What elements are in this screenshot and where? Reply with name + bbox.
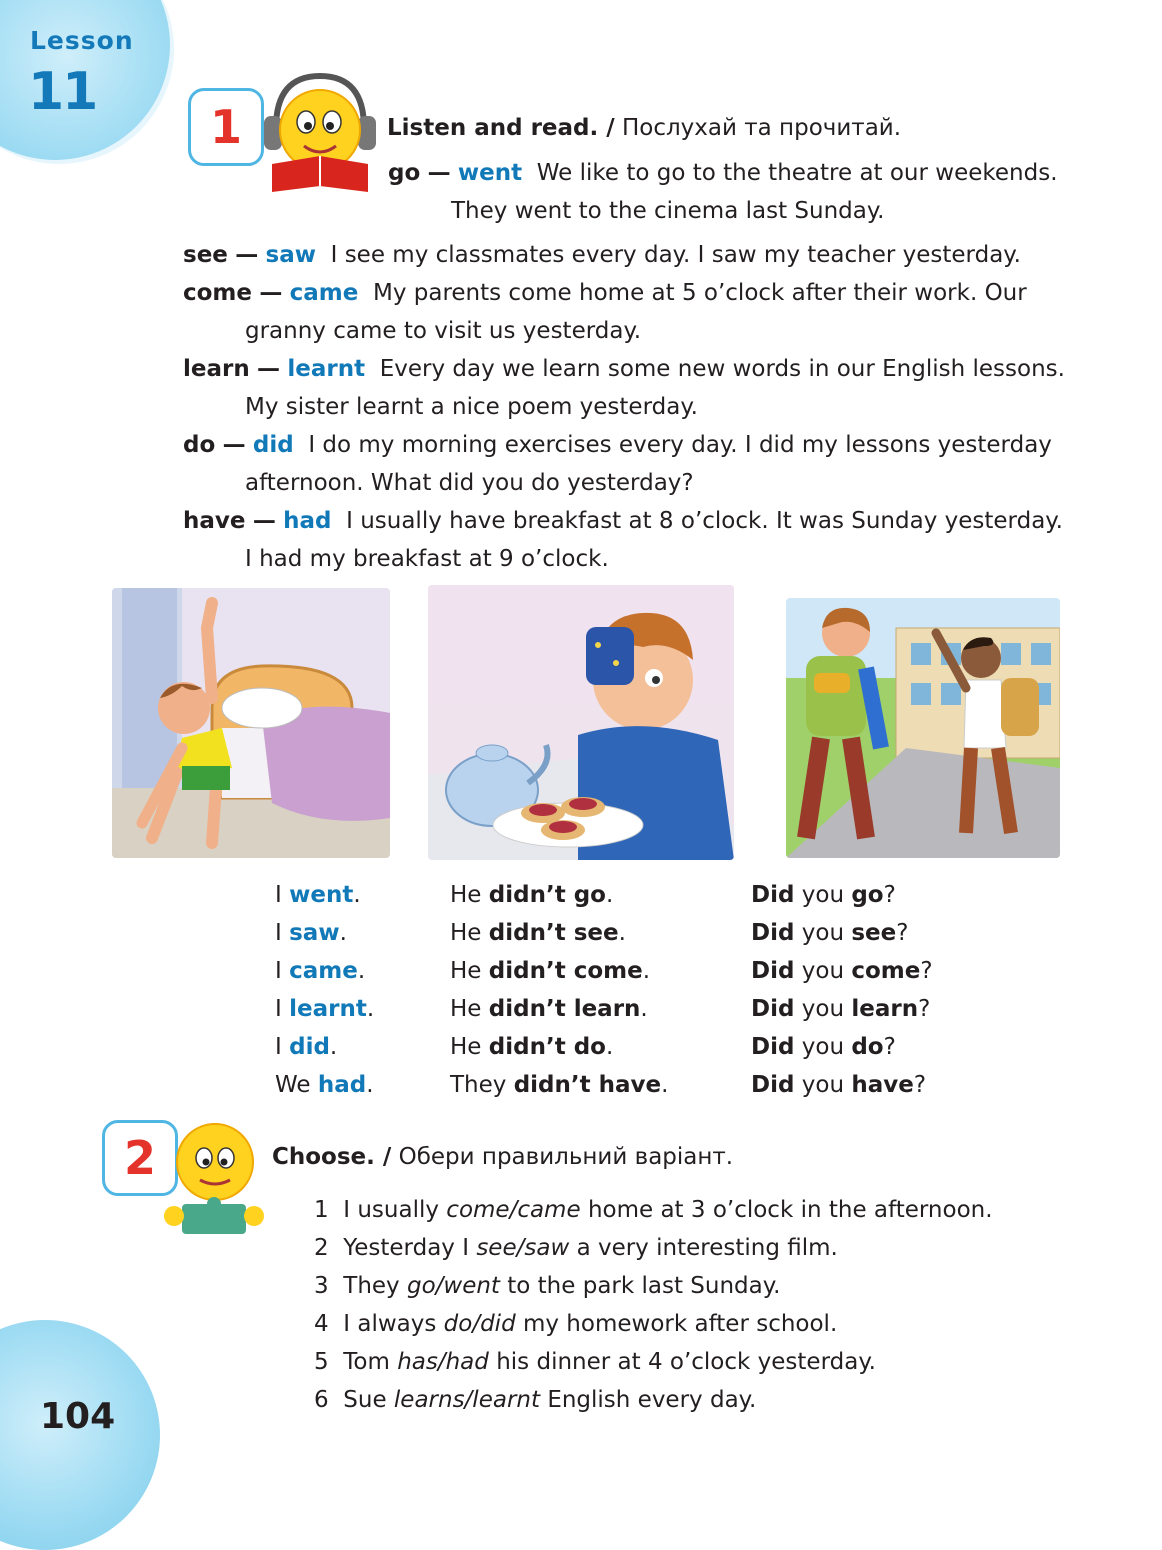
instruction-en: Choose. / bbox=[272, 1144, 392, 1170]
instruction-en: Listen and read. / bbox=[387, 115, 615, 141]
dash: — bbox=[259, 280, 283, 306]
entry-line: I see my classmates every day. I saw my teacher yesterday. bbox=[330, 242, 1021, 268]
entry-learn-line2: My sister learnt a nice poem yesterday. bbox=[245, 394, 698, 420]
subject: you bbox=[801, 958, 845, 984]
entry-go-line2: They went to the cinema last Sunday. bbox=[451, 198, 885, 224]
dash: — bbox=[427, 160, 451, 186]
past-verb: saw bbox=[289, 920, 340, 946]
entry-learn bbox=[183, 350, 1065, 388]
question-column bbox=[751, 876, 933, 1104]
past-verb: did bbox=[289, 1034, 330, 1060]
punct: . bbox=[642, 958, 651, 984]
past-verb: went bbox=[289, 882, 354, 908]
past-verb: did bbox=[252, 432, 294, 458]
affirmative-row bbox=[275, 990, 374, 1028]
entry-line: I do my morning exercises every day. I did my lessons yesterday bbox=[308, 432, 1052, 458]
boys-meeting-illustration bbox=[786, 598, 1060, 858]
subject: He bbox=[450, 1034, 482, 1060]
past-verb: saw bbox=[265, 242, 316, 268]
item-text: English every day. bbox=[547, 1387, 757, 1413]
question-row bbox=[751, 1066, 933, 1104]
negative-verb: didn’t see bbox=[488, 920, 619, 946]
past-verb: came bbox=[289, 280, 359, 306]
main-verb: go bbox=[851, 882, 884, 908]
aux-verb: Did bbox=[751, 958, 795, 984]
base-verb: come bbox=[183, 280, 252, 306]
negative-verb: didn’t learn bbox=[488, 996, 641, 1022]
instruction-ua: Послухай та прочитай. bbox=[621, 115, 902, 141]
exercise-item bbox=[314, 1229, 993, 1267]
aux-verb: Did bbox=[751, 1034, 795, 1060]
aux-verb: Did bbox=[751, 996, 795, 1022]
base-verb: go bbox=[388, 160, 421, 186]
item-text: Sue bbox=[343, 1387, 387, 1413]
base-verb: learn bbox=[183, 356, 250, 382]
base-verb: do bbox=[183, 432, 216, 458]
subject: He bbox=[450, 958, 482, 984]
subject: you bbox=[801, 1072, 845, 1098]
entry-come bbox=[183, 274, 1027, 312]
boy-exercising-illustration bbox=[112, 588, 390, 858]
past-verb: went bbox=[457, 160, 523, 186]
exercise-1-number: 1 bbox=[188, 88, 264, 166]
item-choice: see/saw bbox=[476, 1235, 570, 1261]
affirmative-row bbox=[275, 914, 374, 952]
affirmative-column bbox=[275, 876, 374, 1104]
entry-do-line2: afternoon. What did you do yesterday? bbox=[245, 470, 694, 496]
base-verb: have bbox=[183, 508, 246, 534]
punct: ? bbox=[883, 1034, 896, 1060]
subject: He bbox=[450, 996, 482, 1022]
aux-verb: Did bbox=[751, 1072, 795, 1098]
punct: . bbox=[605, 1034, 614, 1060]
question-row bbox=[751, 952, 933, 990]
exercise-2-items bbox=[314, 1191, 993, 1419]
item-text: his dinner at 4 o’clock yesterday. bbox=[496, 1349, 876, 1375]
question-row bbox=[751, 914, 933, 952]
puzzle-smiley-icon bbox=[160, 1118, 270, 1244]
dash: — bbox=[252, 508, 276, 534]
subject: you bbox=[801, 882, 845, 908]
affirmative-row bbox=[275, 1028, 374, 1066]
subject: They bbox=[450, 1072, 507, 1098]
item-number: 4 bbox=[314, 1311, 329, 1337]
punct: ? bbox=[918, 996, 931, 1022]
item-text: Yesterday I bbox=[343, 1235, 470, 1261]
entry-come-line2: granny came to visit us yesterday. bbox=[245, 318, 642, 344]
punct: ? bbox=[913, 1072, 927, 1098]
negative-verb: didn’t do bbox=[488, 1034, 606, 1060]
item-number: 2 bbox=[314, 1235, 329, 1261]
punct: . bbox=[353, 882, 361, 908]
exercise-1-instruction bbox=[387, 109, 901, 147]
past-verb: had bbox=[317, 1072, 367, 1098]
punct: . bbox=[329, 1034, 338, 1060]
negative-row bbox=[450, 1028, 668, 1066]
question-row bbox=[751, 990, 933, 1028]
dash: — bbox=[257, 356, 281, 382]
item-text: Tom bbox=[343, 1349, 390, 1375]
main-verb: see bbox=[851, 920, 897, 946]
affirmative-row bbox=[275, 1066, 374, 1104]
item-text: to the park last Sunday. bbox=[507, 1273, 781, 1299]
punct: . bbox=[366, 1072, 374, 1098]
lesson-number: 11 bbox=[28, 62, 97, 122]
punct: . bbox=[357, 958, 366, 984]
subject: I bbox=[275, 996, 282, 1022]
item-number: 3 bbox=[314, 1273, 329, 1299]
punct: ? bbox=[920, 958, 933, 984]
negative-row bbox=[450, 952, 668, 990]
main-verb: have bbox=[851, 1072, 914, 1098]
item-choice: do/did bbox=[443, 1311, 516, 1337]
past-verb: came bbox=[289, 958, 358, 984]
item-choice: come/came bbox=[446, 1197, 581, 1223]
punct: ? bbox=[883, 882, 896, 908]
main-verb: learn bbox=[851, 996, 919, 1022]
item-text: my homework after school. bbox=[522, 1311, 838, 1337]
negative-row bbox=[450, 990, 668, 1028]
entry-line: I usually have breakfast at 8 o’clock. It was Sunday yesterday. bbox=[346, 508, 1063, 534]
exercise-2-instruction bbox=[272, 1138, 733, 1176]
question-row bbox=[751, 876, 933, 914]
affirmative-row bbox=[275, 876, 374, 914]
subject: I bbox=[275, 958, 282, 984]
subject: you bbox=[801, 996, 845, 1022]
punct: ? bbox=[896, 920, 909, 946]
past-verb: learnt bbox=[287, 356, 366, 382]
item-number: 6 bbox=[314, 1387, 329, 1413]
aux-verb: Did bbox=[751, 882, 795, 908]
subject: We bbox=[275, 1072, 311, 1098]
negative-verb: didn’t come bbox=[488, 958, 643, 984]
lesson-label: Lesson bbox=[30, 26, 134, 55]
negative-row bbox=[450, 1066, 668, 1104]
entry-go bbox=[388, 154, 1058, 192]
instruction-ua: Обери правильний варіант. bbox=[398, 1144, 734, 1170]
negative-verb: didn’t go bbox=[488, 882, 606, 908]
negative-row bbox=[450, 876, 668, 914]
item-text: I always bbox=[343, 1311, 437, 1337]
item-choice: has/had bbox=[397, 1349, 489, 1375]
affirmative-row bbox=[275, 952, 374, 990]
entry-do bbox=[183, 426, 1052, 464]
exercise-item bbox=[314, 1267, 993, 1305]
exercise-item bbox=[314, 1305, 993, 1343]
entry-have bbox=[183, 502, 1063, 540]
punct: . bbox=[339, 920, 347, 946]
boy-breakfast-illustration bbox=[428, 585, 734, 860]
negative-column bbox=[450, 876, 668, 1104]
entry-see bbox=[183, 236, 1021, 274]
exercise-item bbox=[314, 1343, 993, 1381]
punct: . bbox=[640, 996, 648, 1022]
negative-row bbox=[450, 914, 668, 952]
item-text: They bbox=[343, 1273, 400, 1299]
item-number: 5 bbox=[314, 1349, 329, 1375]
entry-have-line2: I had my breakfast at 9 o’clock. bbox=[245, 546, 609, 572]
page-number: 104 bbox=[40, 1396, 116, 1437]
punct: . bbox=[618, 920, 626, 946]
item-text: I usually bbox=[343, 1197, 439, 1223]
item-text: home at 3 o’clock in the afternoon. bbox=[587, 1197, 993, 1223]
exercise-item bbox=[314, 1381, 993, 1419]
entry-line: We like to go to the theatre at our weekends. bbox=[536, 160, 1058, 186]
aux-verb: Did bbox=[751, 920, 795, 946]
punct: . bbox=[661, 1072, 669, 1098]
item-text: a very interesting film. bbox=[576, 1235, 838, 1261]
base-verb: see bbox=[183, 242, 228, 268]
subject: I bbox=[275, 882, 282, 908]
dash: — bbox=[222, 432, 246, 458]
item-number: 1 bbox=[314, 1197, 329, 1223]
main-verb: do bbox=[851, 1034, 884, 1060]
subject: He bbox=[450, 882, 482, 908]
entry-line: Every day we learn some new words in our English lessons. bbox=[379, 356, 1065, 382]
main-verb: come bbox=[851, 958, 921, 984]
subject: I bbox=[275, 1034, 282, 1060]
punct: . bbox=[366, 996, 375, 1022]
reading-smiley-icon bbox=[258, 68, 382, 198]
dash: — bbox=[235, 242, 259, 268]
item-choice: go/went bbox=[406, 1273, 500, 1299]
exercise-2-number: 2 bbox=[102, 1120, 178, 1196]
past-verb: learnt bbox=[289, 996, 367, 1022]
exercise-item bbox=[314, 1191, 993, 1229]
punct: . bbox=[605, 882, 614, 908]
subject: He bbox=[450, 920, 482, 946]
subject: you bbox=[801, 1034, 845, 1060]
entry-line: My parents come home at 5 o’clock after their work. Our bbox=[372, 280, 1027, 306]
subject: I bbox=[275, 920, 282, 946]
past-verb: had bbox=[283, 508, 332, 534]
question-row bbox=[751, 1028, 933, 1066]
subject: you bbox=[801, 920, 845, 946]
item-choice: learns/learnt bbox=[393, 1387, 540, 1413]
negative-verb: didn’t have bbox=[513, 1072, 662, 1098]
